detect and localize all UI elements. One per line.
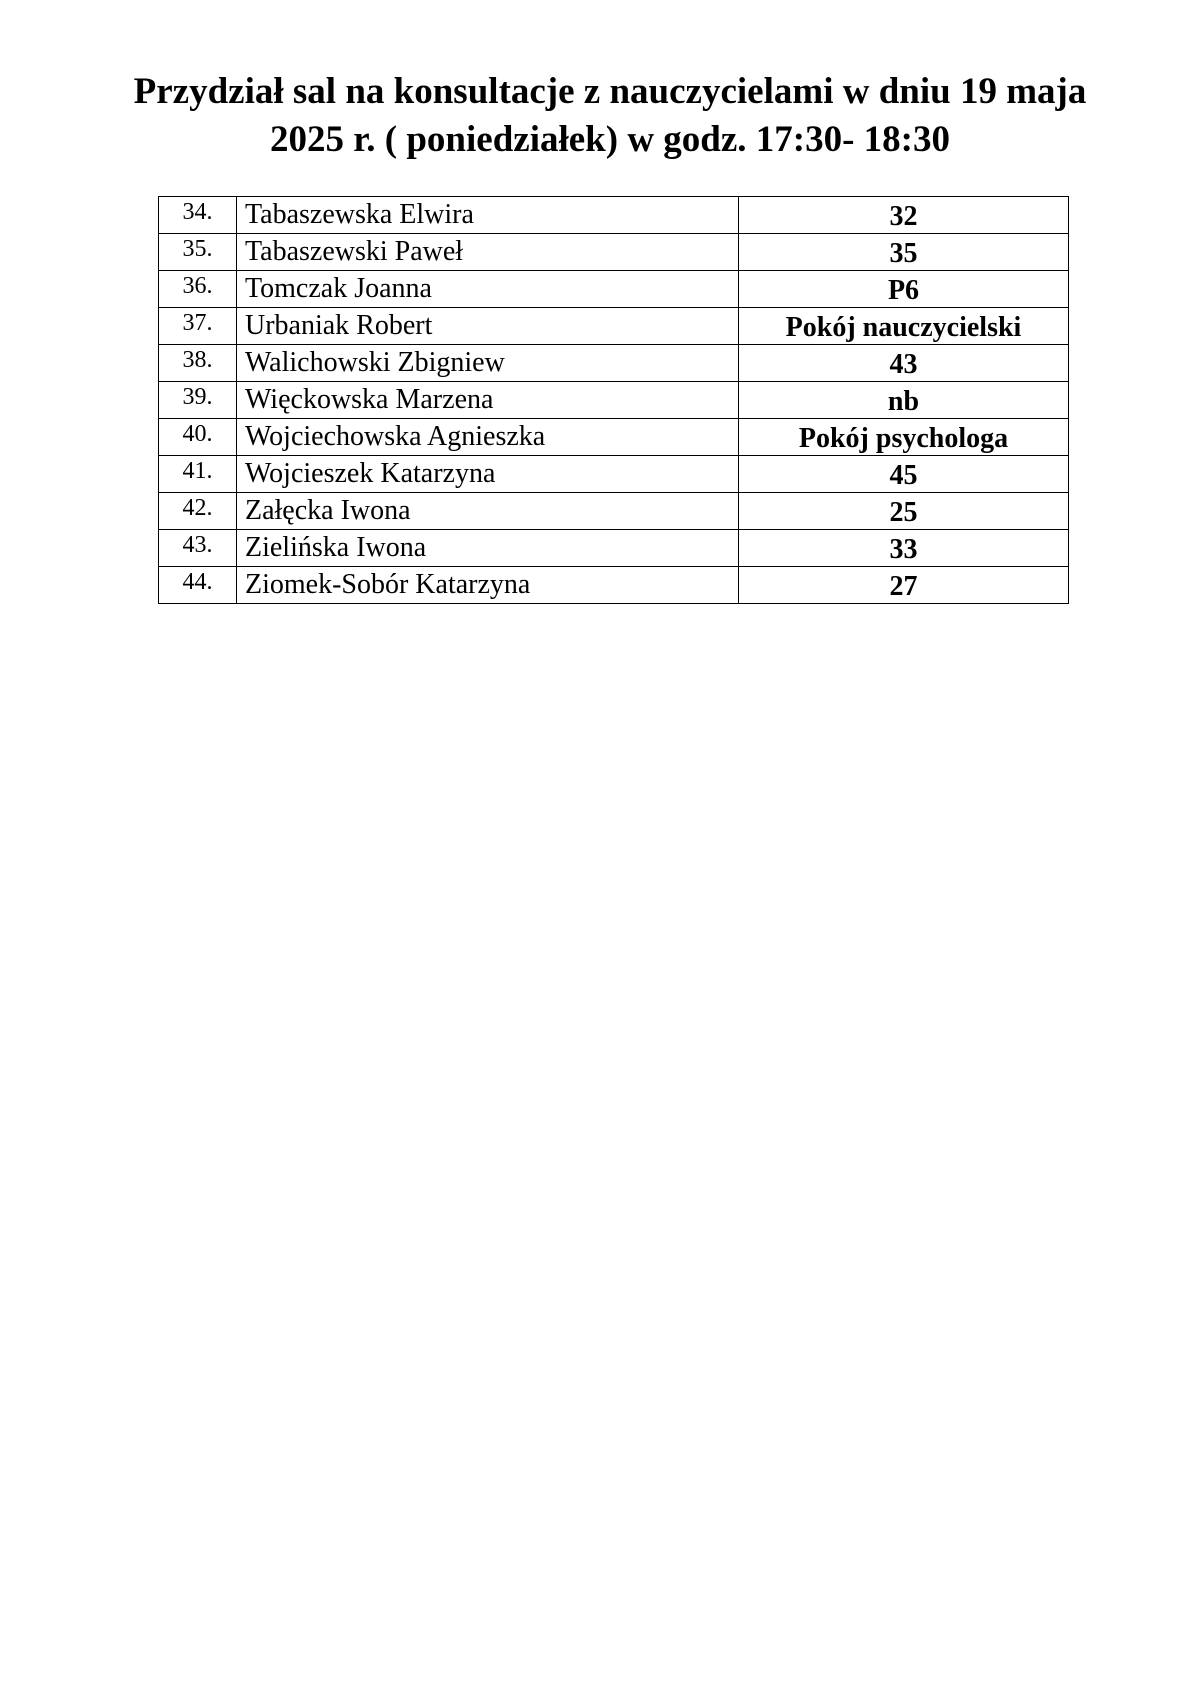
teacher-name: Załęcka Iwona — [237, 493, 739, 530]
row-number: 40. — [159, 419, 237, 456]
table-row — [159, 197, 1069, 234]
room-cell: Pokój psychologa — [739, 419, 1069, 456]
title-line-1: Przydział sal na konsultacje z nauczycielami w dniu 19 maja — [133, 71, 1087, 112]
teacher-name: Walichowski Zbigniew — [237, 345, 739, 382]
teacher-name: Tabaszewski Paweł — [237, 234, 739, 271]
room-assignment-table — [158, 196, 1069, 604]
table-row — [159, 271, 1069, 308]
table-row — [159, 530, 1069, 567]
table-row — [159, 567, 1069, 604]
room-cell: 35 — [739, 234, 1069, 271]
table-row — [159, 419, 1069, 456]
room-cell: 43 — [739, 345, 1069, 382]
row-number: 35. — [159, 234, 237, 271]
room-cell: 27 — [739, 567, 1069, 604]
teacher-name: Urbaniak Robert — [237, 308, 739, 345]
room-cell: P6 — [739, 271, 1069, 308]
teacher-name: Wojcieszek Katarzyna — [237, 456, 739, 493]
table-row — [159, 382, 1069, 419]
table-row — [159, 345, 1069, 382]
room-cell: 32 — [739, 197, 1069, 234]
row-number: 43. — [159, 530, 237, 567]
row-number: 36. — [159, 271, 237, 308]
row-number: 39. — [159, 382, 237, 419]
table-row — [159, 234, 1069, 271]
table-row — [159, 456, 1069, 493]
page-title — [60, 68, 1160, 164]
row-number: 37. — [159, 308, 237, 345]
row-number: 41. — [159, 456, 237, 493]
row-number: 44. — [159, 567, 237, 604]
row-number: 42. — [159, 493, 237, 530]
title-line-2: 2025 r. ( poniedziałek) w godz. 17:30- 18:30 — [269, 119, 951, 160]
row-number: 34. — [159, 197, 237, 234]
room-cell: 45 — [739, 456, 1069, 493]
table-row — [159, 493, 1069, 530]
room-cell: Pokój nauczycielski — [739, 308, 1069, 345]
teacher-name: Ziomek-Sobór Katarzyna — [237, 567, 739, 604]
room-cell: 33 — [739, 530, 1069, 567]
teacher-name: Wojciechowska Agnieszka — [237, 419, 739, 456]
teacher-name: Więckowska Marzena — [237, 382, 739, 419]
teacher-name: Zielińska Iwona — [237, 530, 739, 567]
row-number: 38. — [159, 345, 237, 382]
teacher-name: Tomczak Joanna — [237, 271, 739, 308]
table-row — [159, 308, 1069, 345]
room-cell: 25 — [739, 493, 1069, 530]
teacher-name: Tabaszewska Elwira — [237, 197, 739, 234]
room-cell: nb — [739, 382, 1069, 419]
